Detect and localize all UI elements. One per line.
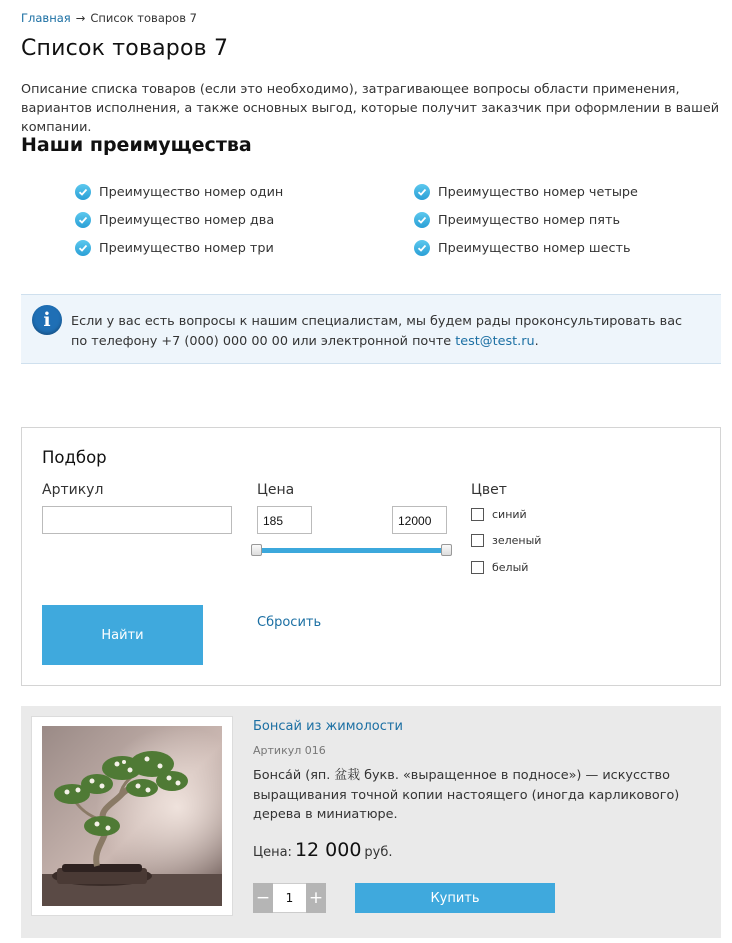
check-circle-icon — [414, 212, 430, 228]
product-description: Бонса́й (яп. 盆栽 букв. «выращенное в подносе») — искусство выращивания точной копии настоящего (иногда карликового) дерева в миниатюре. — [253, 768, 680, 822]
filter-title: Подбор — [42, 448, 107, 467]
check-circle-icon — [414, 184, 430, 200]
info-end: . — [534, 334, 539, 349]
advantage-item — [414, 178, 638, 206]
color-option-green[interactable] — [471, 534, 541, 547]
breadcrumb-current: Список товаров 7 — [90, 11, 197, 25]
price-label: Цена — [257, 482, 295, 498]
price-slider-min-handle[interactable] — [251, 544, 262, 556]
price-label-text: Цена: — [253, 845, 292, 860]
price-min-input[interactable]: 185 — [257, 506, 312, 534]
advantage-item — [414, 234, 638, 262]
product-article: Артикул 016 — [253, 744, 326, 757]
color-option-label: зеленый — [492, 534, 542, 547]
quantity-minus-button[interactable]: − — [253, 883, 273, 913]
article-label: Артикул — [42, 482, 104, 498]
color-label: Цвет — [471, 482, 507, 498]
advantage-item — [75, 206, 283, 234]
color-checkbox[interactable] — [471, 508, 484, 521]
advantages-title: Наши преимущества — [21, 134, 252, 156]
advantage-item — [75, 178, 283, 206]
product-card — [21, 706, 721, 938]
advantages-column-left — [75, 178, 283, 262]
color-option-white[interactable] — [471, 561, 528, 574]
color-option-label: белый — [492, 561, 529, 574]
quantity-stepper — [253, 883, 326, 913]
advantage-label: Преимущество номер два — [99, 212, 275, 228]
quantity-plus-button[interactable]: + — [306, 883, 326, 913]
info-icon: i — [32, 305, 62, 335]
advantage-label: Преимущество номер шесть — [438, 240, 631, 256]
check-circle-icon — [75, 212, 91, 228]
check-circle-icon — [75, 184, 91, 200]
page-description: Описание списка товаров (если это необходимо), затрагивающее вопросы области применения, вариантов исполнения, а также основных выгод, которые получит заказчик при оформлении в вашей компании. — [21, 82, 720, 135]
advantages-column-right — [414, 178, 638, 262]
breadcrumb-separator: → — [75, 11, 86, 25]
color-checkbox[interactable] — [471, 534, 484, 547]
advantage-label: Преимущество номер три — [99, 240, 274, 256]
advantage-item — [414, 206, 638, 234]
price-value: 12 000 — [294, 839, 362, 861]
color-option-blue[interactable] — [471, 508, 527, 521]
product-name-link[interactable]: Бонсай из жимолости — [253, 719, 403, 734]
product-price — [253, 839, 393, 861]
article-input[interactable] — [42, 506, 232, 534]
check-circle-icon — [414, 240, 430, 256]
product-photo[interactable] — [42, 726, 222, 906]
buy-button[interactable]: Купить — [355, 883, 555, 913]
quantity-input[interactable]: 1 — [273, 883, 306, 913]
info-box — [21, 294, 721, 364]
price-slider-track[interactable] — [259, 548, 449, 553]
price-currency: руб. — [364, 845, 393, 860]
info-text — [71, 312, 701, 352]
filter-panel — [21, 427, 721, 686]
breadcrumb — [21, 11, 197, 25]
advantage-label: Преимущество номер пять — [438, 212, 620, 228]
price-max-input[interactable]: 12000 — [392, 506, 447, 534]
color-option-label: синий — [492, 508, 527, 521]
reset-link[interactable]: Сбросить — [257, 615, 322, 630]
price-slider-max-handle[interactable] — [441, 544, 452, 556]
advantage-label: Преимущество номер четыре — [438, 184, 638, 200]
advantage-label: Преимущество номер один — [99, 184, 284, 200]
info-email-link[interactable]: test@test.ru — [455, 334, 535, 349]
info-message: Если у вас есть вопросы к нашим специалистам, мы будем рады проконсультировать вас по телефону +7 (000) 000 00 00 или электронной почте — [71, 314, 683, 349]
breadcrumb-home-link[interactable]: Главная — [21, 11, 71, 25]
color-checkbox[interactable] — [471, 561, 484, 574]
check-circle-icon — [75, 240, 91, 256]
advantage-item — [75, 234, 283, 262]
find-button[interactable]: Найти — [42, 605, 203, 665]
product-photo-frame[interactable] — [31, 716, 233, 916]
page-title: Список товаров 7 — [21, 36, 229, 61]
